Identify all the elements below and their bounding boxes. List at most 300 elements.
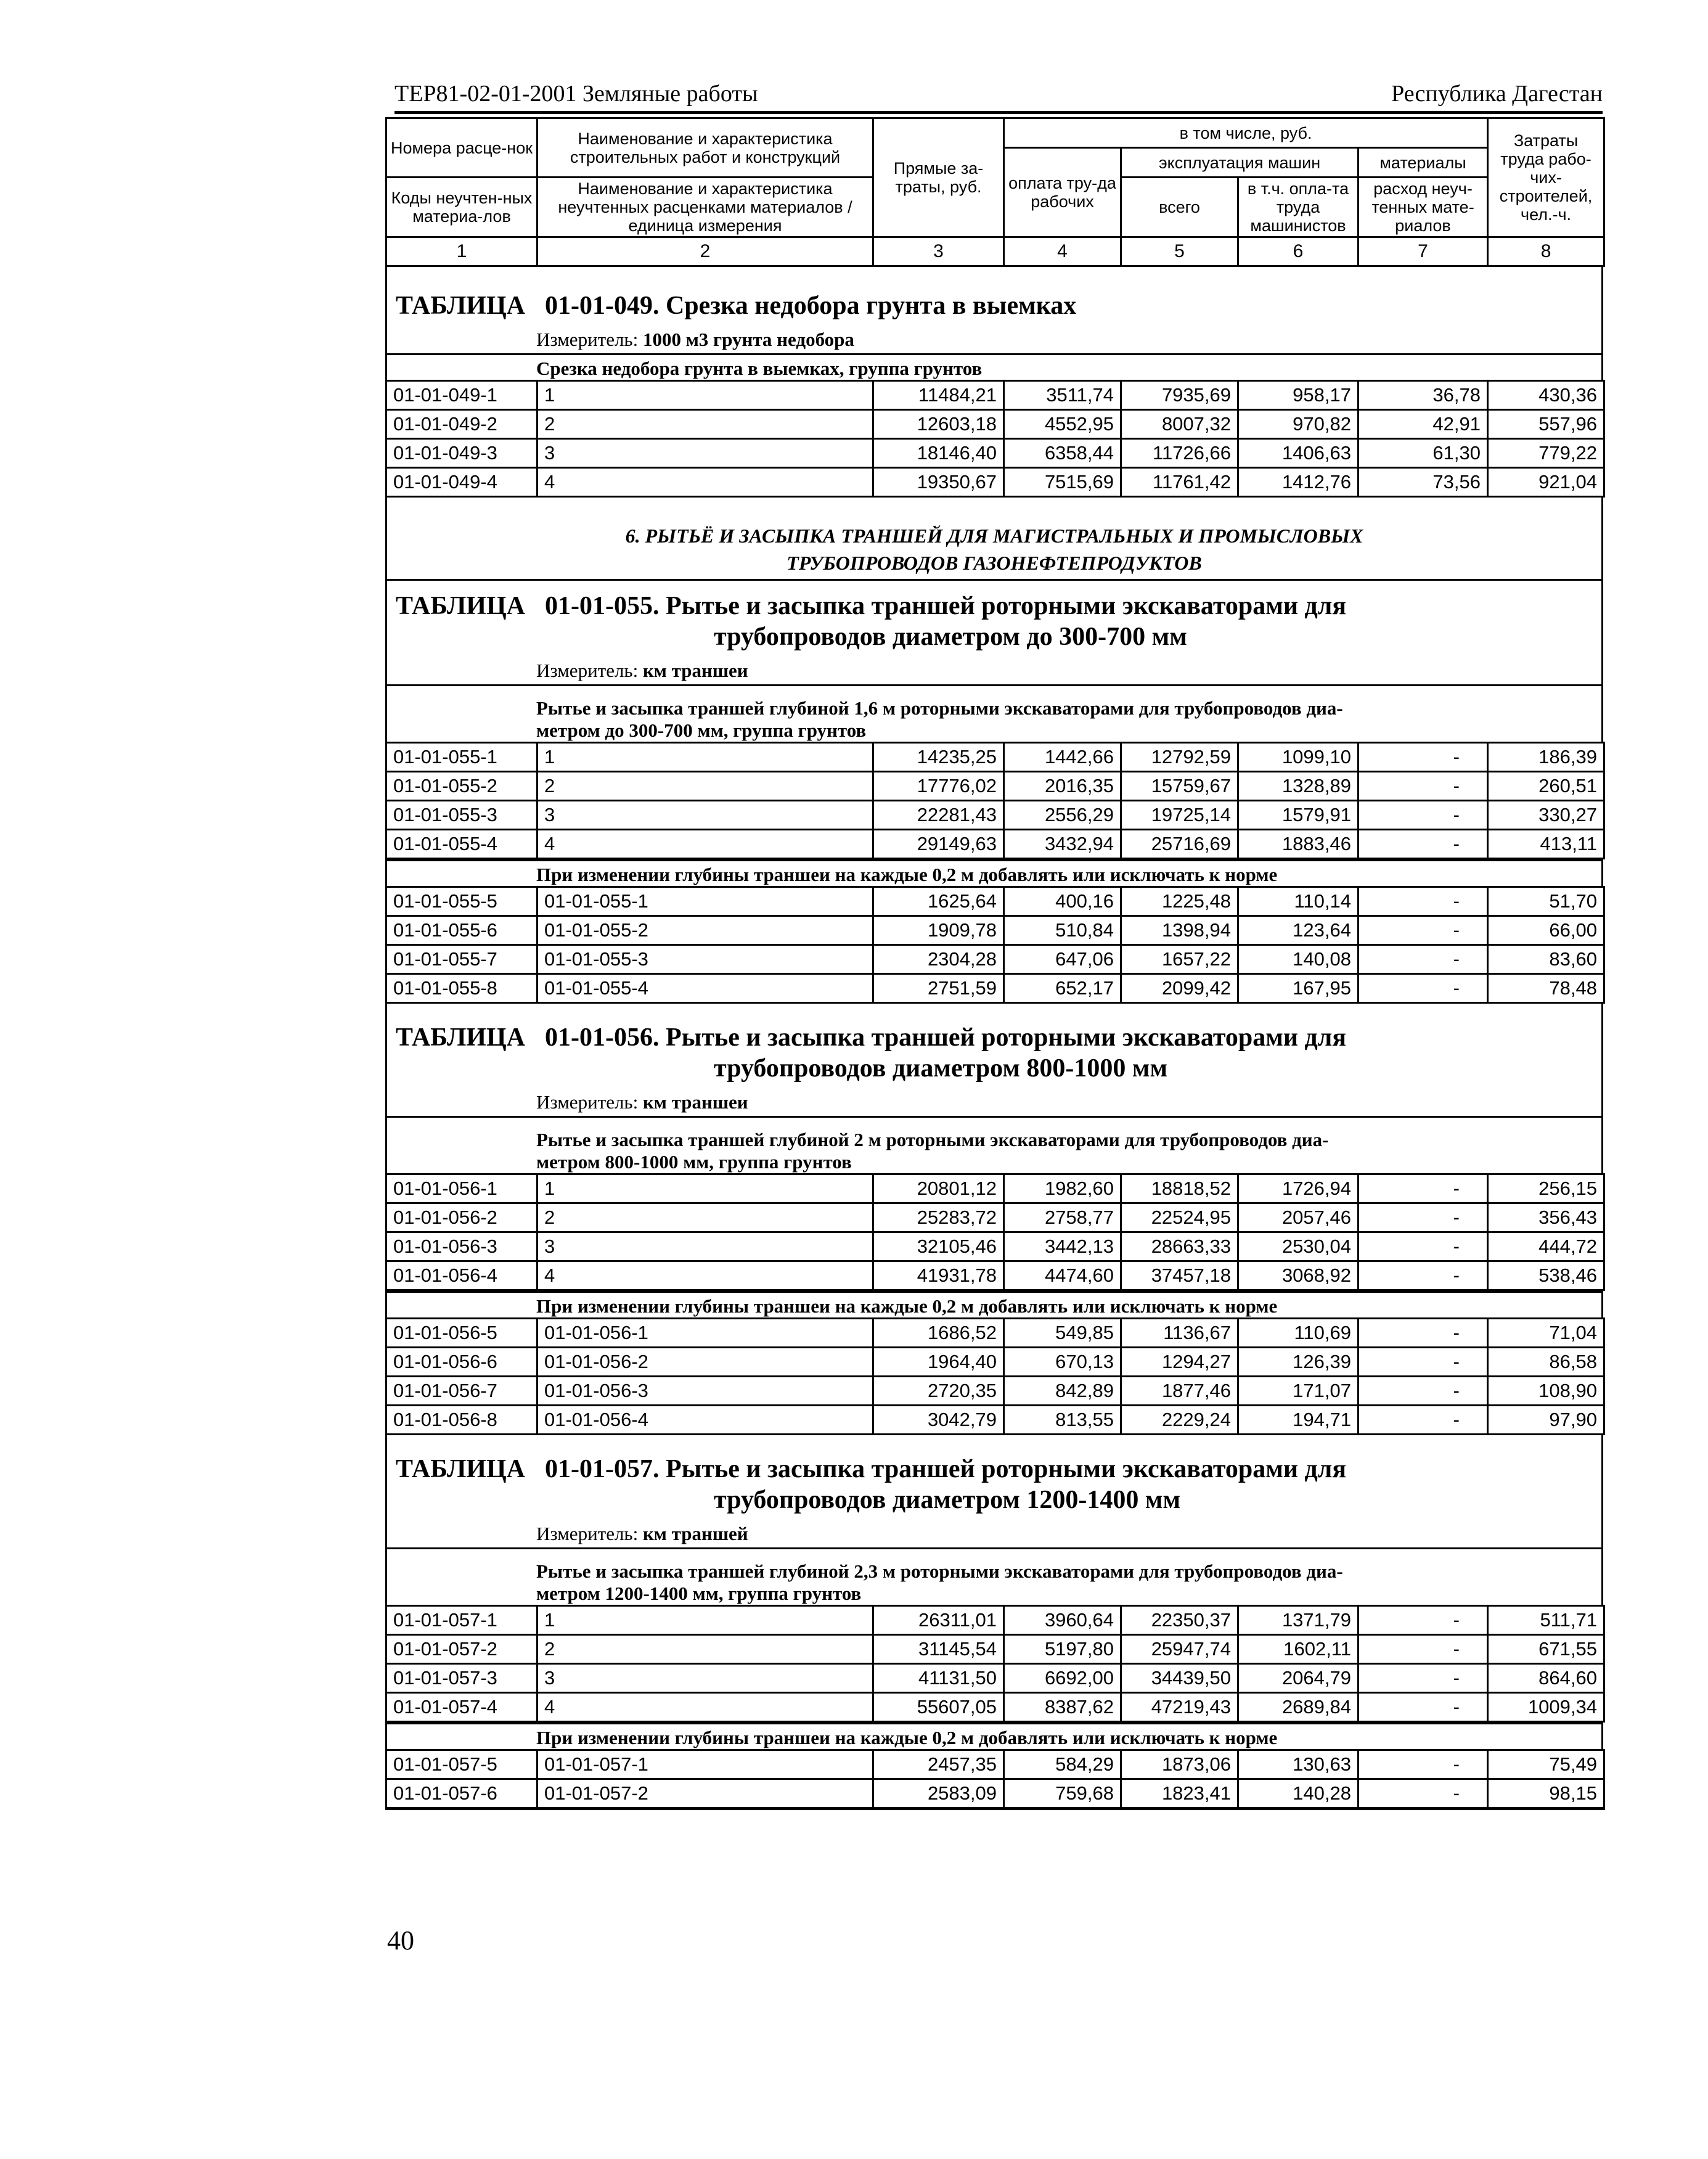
measure-label: Измеритель:: [536, 660, 639, 681]
value-cell: 55607,05: [873, 1693, 1004, 1722]
value-cell: 110,14: [1238, 887, 1359, 916]
value-cell: 670,13: [1004, 1348, 1121, 1377]
value-cell: -: [1359, 887, 1488, 916]
value-cell: 22281,43: [873, 801, 1004, 830]
rate-code-cell: 01-01-049-4: [386, 468, 537, 497]
value-cell: 1823,41: [1121, 1779, 1238, 1809]
table-057-rows: [385, 1605, 1605, 1723]
value-cell: 842,89: [1004, 1377, 1121, 1406]
table-049-subheader: Срезка недобора грунта в выемках, группа грунтов: [385, 353, 1603, 380]
subheader-line: метром 1200-1400 мм, группа грунтов: [536, 1583, 862, 1604]
value-cell: 647,06: [1004, 945, 1121, 974]
table-row: [386, 1174, 1604, 1203]
table-title-text: 01-01-055. Рытье и засыпка траншей роторными экскаваторами для: [545, 592, 1347, 620]
col-number: 1: [386, 237, 537, 266]
value-cell: 20801,12: [873, 1174, 1004, 1203]
work-name-cell: 3: [537, 1232, 873, 1261]
value-cell: -: [1359, 1606, 1488, 1635]
col-header-direct-costs: Прямые за-траты, руб.: [873, 118, 1004, 237]
value-cell: 6358,44: [1004, 439, 1121, 468]
table-row: [386, 1377, 1604, 1406]
value-cell: 1328,89: [1238, 772, 1359, 801]
table-title-text: 01-01-056. Рытье и засыпка траншей роторными экскаваторами для: [545, 1023, 1347, 1052]
value-cell: 34439,50: [1121, 1664, 1238, 1693]
measure-label: Измеритель:: [536, 329, 639, 350]
value-cell: -: [1359, 801, 1488, 830]
work-name-cell: 01-01-055-4: [537, 974, 873, 1003]
value-cell: 15759,67: [1121, 772, 1238, 801]
table-row: [386, 1693, 1604, 1722]
value-cell: 330,27: [1488, 801, 1604, 830]
value-cell: 75,49: [1488, 1750, 1604, 1779]
table-056-measure: [385, 1090, 1603, 1116]
table-row: [386, 1348, 1604, 1377]
value-cell: 538,46: [1488, 1261, 1604, 1290]
value-cell: -: [1359, 743, 1488, 772]
value-cell: 413,11: [1488, 830, 1604, 859]
value-cell: 1136,67: [1121, 1319, 1238, 1348]
column-header-table: [385, 117, 1605, 267]
rate-code-cell: 01-01-057-5: [386, 1750, 537, 1779]
value-cell: 1964,40: [873, 1348, 1004, 1377]
value-cell: -: [1359, 1779, 1488, 1809]
table-row: [386, 772, 1604, 801]
work-name-cell: 01-01-056-3: [537, 1377, 873, 1406]
table-row: [386, 1406, 1604, 1435]
value-cell: -: [1359, 830, 1488, 859]
value-cell: 3068,92: [1238, 1261, 1359, 1290]
table-title-text: трубопроводов диаметром до 300-700 мм: [714, 623, 1187, 651]
value-cell: 2304,28: [873, 945, 1004, 974]
table-057-depth-subheader: При изменении глубины траншеи на каждые 0,2 м добавлять или исключать к норме: [385, 1723, 1603, 1749]
rate-code-cell: 01-01-056-3: [386, 1232, 537, 1261]
value-cell: 51,70: [1488, 887, 1604, 916]
table-title-text: 01-01-057. Рытье и засыпка траншей роторными экскаваторами для: [545, 1455, 1347, 1483]
table-057-measure: [385, 1522, 1603, 1547]
col-header-material-consumption: расход неуч-тенных мате-риалов: [1359, 178, 1488, 237]
value-cell: -: [1359, 772, 1488, 801]
value-cell: 2583,09: [873, 1779, 1004, 1809]
value-cell: 958,17: [1238, 381, 1359, 410]
value-cell: 671,55: [1488, 1635, 1604, 1664]
value-cell: -: [1359, 1693, 1488, 1722]
value-cell: 28663,33: [1121, 1232, 1238, 1261]
col-header-labor-hours: Затраты труда рабо-чих-строителей, чел.-ч.: [1488, 118, 1604, 237]
value-cell: 813,55: [1004, 1406, 1121, 1435]
measure-value: км траншеи: [642, 660, 748, 681]
value-cell: -: [1359, 1664, 1488, 1693]
col-number: 8: [1488, 237, 1604, 266]
work-name-cell: 01-01-056-2: [537, 1348, 873, 1377]
value-cell: 444,72: [1488, 1232, 1604, 1261]
table-055-depth-rows: [385, 886, 1605, 1004]
table-056-depth-rows: [385, 1317, 1605, 1435]
value-cell: 130,63: [1238, 1750, 1359, 1779]
value-cell: -: [1359, 945, 1488, 974]
value-cell: 71,04: [1488, 1319, 1604, 1348]
value-cell: 8007,32: [1121, 410, 1238, 439]
rate-code-cell: 01-01-056-4: [386, 1261, 537, 1290]
value-cell: 14235,25: [873, 743, 1004, 772]
value-cell: 25947,74: [1121, 1635, 1238, 1664]
value-cell: 3511,74: [1004, 381, 1121, 410]
value-cell: 1873,06: [1121, 1750, 1238, 1779]
value-cell: 1982,60: [1004, 1174, 1121, 1203]
measure-value: 1000 м3 грунта недобора: [642, 329, 854, 350]
value-cell: 19725,14: [1121, 801, 1238, 830]
value-cell: 18818,52: [1121, 1174, 1238, 1203]
value-cell: -: [1359, 1406, 1488, 1435]
subheader-line: Рытье и засыпка траншей глубиной 2 м роторными экскаваторами для трубопроводов диа-: [536, 1129, 1329, 1150]
value-cell: 584,29: [1004, 1750, 1121, 1779]
work-name-cell: 4: [537, 1693, 873, 1722]
rate-code-cell: 01-01-049-1: [386, 381, 537, 410]
rate-code-cell: 01-01-049-3: [386, 439, 537, 468]
value-cell: 126,39: [1238, 1348, 1359, 1377]
work-name-cell: 01-01-057-1: [537, 1750, 873, 1779]
value-cell: -: [1359, 1348, 1488, 1377]
value-cell: 11726,66: [1121, 439, 1238, 468]
work-name-cell: 3: [537, 439, 873, 468]
value-cell: 2530,04: [1238, 1232, 1359, 1261]
table-row: [386, 1203, 1604, 1232]
rate-code-cell: 01-01-055-1: [386, 743, 537, 772]
work-name-cell: 2: [537, 1203, 873, 1232]
work-name-cell: 3: [537, 1664, 873, 1693]
value-cell: 86,58: [1488, 1348, 1604, 1377]
table-056-title: [385, 1004, 1603, 1090]
value-cell: 1294,27: [1121, 1348, 1238, 1377]
value-cell: 779,22: [1488, 439, 1604, 468]
value-cell: 1406,63: [1238, 439, 1359, 468]
document-title: ТЕР81-02-01-2001 Земляные работы: [394, 81, 758, 107]
measure-label: Измеритель:: [536, 1523, 639, 1544]
measure-value: км траншеи: [642, 1091, 748, 1113]
value-cell: 2689,84: [1238, 1693, 1359, 1722]
col-header-materials: материалы: [1359, 148, 1488, 178]
value-cell: 1009,34: [1488, 1693, 1604, 1722]
work-name-cell: 01-01-056-1: [537, 1319, 873, 1348]
value-cell: -: [1359, 1232, 1488, 1261]
value-cell: 194,71: [1238, 1406, 1359, 1435]
value-cell: 2457,35: [873, 1750, 1004, 1779]
value-cell: 400,16: [1004, 887, 1121, 916]
value-cell: 549,85: [1004, 1319, 1121, 1348]
table-row: [386, 1635, 1604, 1664]
section-6-heading: [385, 498, 1603, 581]
table-title-text: трубопроводов диаметром 800-1000 мм: [714, 1054, 1168, 1083]
value-cell: 3442,13: [1004, 1232, 1121, 1261]
table-055-depth-subheader: При изменении глубины траншеи на каждые 0,2 м добавлять или исключать к норме: [385, 859, 1603, 886]
value-cell: 921,04: [1488, 468, 1604, 497]
value-cell: 1686,52: [873, 1319, 1004, 1348]
value-cell: 2016,35: [1004, 772, 1121, 801]
value-cell: 47219,43: [1121, 1693, 1238, 1722]
value-cell: 140,08: [1238, 945, 1359, 974]
subheader-line: метром до 300-700 мм, группа грунтов: [536, 719, 867, 741]
value-cell: 652,17: [1004, 974, 1121, 1003]
work-name-cell: 01-01-055-3: [537, 945, 873, 974]
rate-code-cell: 01-01-055-4: [386, 830, 537, 859]
rate-code-cell: 01-01-055-7: [386, 945, 537, 974]
page-header: [394, 79, 1603, 114]
value-cell: -: [1359, 1174, 1488, 1203]
table-057-subheader: [385, 1547, 1603, 1605]
value-cell: 1371,79: [1238, 1606, 1359, 1635]
rate-code-cell: 01-01-057-1: [386, 1606, 537, 1635]
page-number: 40: [387, 1925, 414, 1956]
rate-code-cell: 01-01-057-6: [386, 1779, 537, 1809]
section-heading-line: 6. РЫТЬЁ И ЗАСЫПКА ТРАНШЕЙ ДЛЯ МАГИСТРАЛЬНЫХ И ПРОМЫСЛОВЫХ: [625, 525, 1363, 547]
table-title-text: трубопроводов диаметром 1200-1400 мм: [714, 1486, 1181, 1514]
work-name-cell: 2: [537, 772, 873, 801]
value-cell: 3042,79: [873, 1406, 1004, 1435]
value-cell: 356,43: [1488, 1203, 1604, 1232]
work-name-cell: 1: [537, 381, 873, 410]
rate-code-cell: 01-01-056-5: [386, 1319, 537, 1348]
value-cell: 186,39: [1488, 743, 1604, 772]
value-cell: 12792,59: [1121, 743, 1238, 772]
region-name: Республика Дагестан: [1391, 81, 1603, 107]
value-cell: 26311,01: [873, 1606, 1004, 1635]
col-header-machines-total: всего: [1121, 178, 1238, 237]
table-row: [386, 1779, 1604, 1809]
col-header-material-name: Наименование и характеристика неучтенных расценками материалов / единица измерения: [537, 178, 873, 237]
value-cell: 1726,94: [1238, 1174, 1359, 1203]
rate-code-cell: 01-01-057-3: [386, 1664, 537, 1693]
value-cell: 83,60: [1488, 945, 1604, 974]
table-row: [386, 887, 1604, 916]
value-cell: 510,84: [1004, 916, 1121, 945]
value-cell: 3432,94: [1004, 830, 1121, 859]
value-cell: 32105,46: [873, 1232, 1004, 1261]
value-cell: 759,68: [1004, 1779, 1121, 1809]
value-cell: 1225,48: [1121, 887, 1238, 916]
table-label: ТАБЛИЦА: [396, 1023, 525, 1052]
col-number: 6: [1238, 237, 1359, 266]
value-cell: -: [1359, 1203, 1488, 1232]
rate-code-cell: 01-01-056-8: [386, 1406, 537, 1435]
value-cell: 2099,42: [1121, 974, 1238, 1003]
rate-code-cell: 01-01-056-1: [386, 1174, 537, 1203]
work-name-cell: 4: [537, 468, 873, 497]
table-row: [386, 830, 1604, 859]
value-cell: 5197,80: [1004, 1635, 1121, 1664]
table-row: [386, 916, 1604, 945]
rate-code-cell: 01-01-055-3: [386, 801, 537, 830]
table-row: [386, 1750, 1604, 1779]
value-cell: 6692,00: [1004, 1664, 1121, 1693]
value-cell: 36,78: [1359, 381, 1488, 410]
rate-code-cell: 01-01-056-2: [386, 1203, 537, 1232]
value-cell: 4474,60: [1004, 1261, 1121, 1290]
value-cell: 97,90: [1488, 1406, 1604, 1435]
value-cell: 1602,11: [1238, 1635, 1359, 1664]
value-cell: 7935,69: [1121, 381, 1238, 410]
work-name-cell: 4: [537, 830, 873, 859]
value-cell: 1412,76: [1238, 468, 1359, 497]
value-cell: 1877,46: [1121, 1377, 1238, 1406]
value-cell: 12603,18: [873, 410, 1004, 439]
work-name-cell: 3: [537, 801, 873, 830]
value-cell: 22524,95: [1121, 1203, 1238, 1232]
value-cell: 18146,40: [873, 439, 1004, 468]
rate-code-cell: 01-01-049-2: [386, 410, 537, 439]
value-cell: 171,07: [1238, 1377, 1359, 1406]
value-cell: 37457,18: [1121, 1261, 1238, 1290]
value-cell: 25283,72: [873, 1203, 1004, 1232]
value-cell: 110,69: [1238, 1319, 1359, 1348]
value-cell: 78,48: [1488, 974, 1604, 1003]
work-name-cell: 1: [537, 743, 873, 772]
table-056-depth-subheader: При изменении глубины траншеи на каждые 0,2 м добавлять или исключать к норме: [385, 1291, 1603, 1317]
value-cell: 66,00: [1488, 916, 1604, 945]
table-row: [386, 1261, 1604, 1290]
value-cell: 2720,35: [873, 1377, 1004, 1406]
table-056-subheader: [385, 1116, 1603, 1173]
col-header-machines: эксплуатация машин: [1121, 148, 1359, 178]
value-cell: 1099,10: [1238, 743, 1359, 772]
rate-code-cell: 01-01-055-6: [386, 916, 537, 945]
col-number: 4: [1004, 237, 1121, 266]
value-cell: 557,96: [1488, 410, 1604, 439]
value-cell: 19350,67: [873, 468, 1004, 497]
value-cell: 29149,63: [873, 830, 1004, 859]
col-header-worker-pay: оплата тру-да рабочих: [1004, 148, 1121, 237]
estimate-sheet: [385, 117, 1603, 1810]
table-057-depth-rows: [385, 1749, 1605, 1810]
value-cell: 1442,66: [1004, 743, 1121, 772]
value-cell: 11761,42: [1121, 468, 1238, 497]
value-cell: -: [1359, 1319, 1488, 1348]
value-cell: 2057,46: [1238, 1203, 1359, 1232]
value-cell: 123,64: [1238, 916, 1359, 945]
table-title-text: 01-01-049. Срезка недобора грунта в выемках: [545, 292, 1077, 320]
table-055-measure: [385, 658, 1603, 684]
value-cell: 22350,37: [1121, 1606, 1238, 1635]
table-049-title: [385, 267, 1603, 327]
table-row: [386, 974, 1604, 1003]
col-header-including: в том числе, руб.: [1004, 118, 1488, 148]
value-cell: 73,56: [1359, 468, 1488, 497]
measure-label: Измеритель:: [536, 1091, 639, 1113]
col-number: 3: [873, 237, 1004, 266]
value-cell: -: [1359, 1261, 1488, 1290]
table-label: ТАБЛИЦА: [396, 292, 525, 320]
table-055-rows: [385, 742, 1605, 859]
value-cell: 167,95: [1238, 974, 1359, 1003]
value-cell: 8387,62: [1004, 1693, 1121, 1722]
col-number: 7: [1359, 237, 1488, 266]
table-row: [386, 1319, 1604, 1348]
value-cell: 108,90: [1488, 1377, 1604, 1406]
work-name-cell: 4: [537, 1261, 873, 1290]
value-cell: 1909,78: [873, 916, 1004, 945]
table-row: [386, 381, 1604, 410]
value-cell: 970,82: [1238, 410, 1359, 439]
table-row: [386, 1664, 1604, 1693]
table-049-measure: [385, 327, 1603, 353]
table-row: [386, 410, 1604, 439]
value-cell: 2556,29: [1004, 801, 1121, 830]
col-header-work-name: Наименование и характеристика строительных работ и конструкций: [537, 118, 873, 178]
value-cell: 2229,24: [1121, 1406, 1238, 1435]
table-057-title: [385, 1435, 1603, 1522]
value-cell: 1398,94: [1121, 916, 1238, 945]
table-row: [386, 1232, 1604, 1261]
rate-code-cell: 01-01-055-2: [386, 772, 537, 801]
rate-code-cell: 01-01-056-7: [386, 1377, 537, 1406]
col-number: 2: [537, 237, 873, 266]
value-cell: 1657,22: [1121, 945, 1238, 974]
value-cell: 17776,02: [873, 772, 1004, 801]
work-name-cell: 2: [537, 410, 873, 439]
subheader-line: метром 800-1000 мм, группа грунтов: [536, 1151, 852, 1173]
table-056-rows: [385, 1173, 1605, 1291]
value-cell: 260,51: [1488, 772, 1604, 801]
value-cell: 25716,69: [1121, 830, 1238, 859]
work-name-cell: 1: [537, 1606, 873, 1635]
value-cell: 4552,95: [1004, 410, 1121, 439]
value-cell: 511,71: [1488, 1606, 1604, 1635]
value-cell: 98,15: [1488, 1779, 1604, 1809]
work-name-cell: 01-01-056-4: [537, 1406, 873, 1435]
col-header-operator-pay: в т.ч. опла-та труда машинистов: [1238, 178, 1359, 237]
value-cell: 430,36: [1488, 381, 1604, 410]
value-cell: 2064,79: [1238, 1664, 1359, 1693]
work-name-cell: 01-01-057-2: [537, 1779, 873, 1809]
rate-code-cell: 01-01-057-4: [386, 1693, 537, 1722]
value-cell: 1883,46: [1238, 830, 1359, 859]
table-055-subheader: [385, 684, 1603, 742]
work-name-cell: 01-01-055-2: [537, 916, 873, 945]
work-name-cell: 1: [537, 1174, 873, 1203]
rate-code-cell: 01-01-055-8: [386, 974, 537, 1003]
table-049-rows: [385, 380, 1605, 498]
subheader-line: Рытье и засыпка траншей глубиной 1,6 м роторными экскаваторами для трубопроводов диа-: [536, 697, 1343, 719]
value-cell: 42,91: [1359, 410, 1488, 439]
table-055-title: [385, 581, 1603, 658]
work-name-cell: 2: [537, 1635, 873, 1664]
table-row: [386, 743, 1604, 772]
value-cell: -: [1359, 1750, 1488, 1779]
col-header-material-code: Коды неучтен-ных материа-лов: [386, 178, 537, 237]
col-header-rate-number: Номера расце-нок: [386, 118, 537, 178]
value-cell: 1625,64: [873, 887, 1004, 916]
subheader-line: Рытье и засыпка траншей глубиной 2,3 м роторными экскаваторами для трубопроводов диа-: [536, 1560, 1343, 1582]
value-cell: 140,28: [1238, 1779, 1359, 1809]
value-cell: 2758,77: [1004, 1203, 1121, 1232]
table-label: ТАБЛИЦА: [396, 592, 525, 620]
measure-value: км траншей: [642, 1523, 748, 1544]
table-row: [386, 945, 1604, 974]
section-heading-line: ТРУБОПРОВОДОВ ГАЗОНЕФТЕПРОДУКТОВ: [787, 552, 1202, 574]
value-cell: -: [1359, 1377, 1488, 1406]
table-label: ТАБЛИЦА: [396, 1455, 525, 1483]
value-cell: 11484,21: [873, 381, 1004, 410]
value-cell: 3960,64: [1004, 1606, 1121, 1635]
value-cell: 256,15: [1488, 1174, 1604, 1203]
value-cell: -: [1359, 1635, 1488, 1664]
col-number: 5: [1121, 237, 1238, 266]
table-row: [386, 1606, 1604, 1635]
value-cell: 1579,91: [1238, 801, 1359, 830]
value-cell: 2751,59: [873, 974, 1004, 1003]
rate-code-cell: 01-01-056-6: [386, 1348, 537, 1377]
table-row: [386, 801, 1604, 830]
value-cell: -: [1359, 916, 1488, 945]
value-cell: 7515,69: [1004, 468, 1121, 497]
